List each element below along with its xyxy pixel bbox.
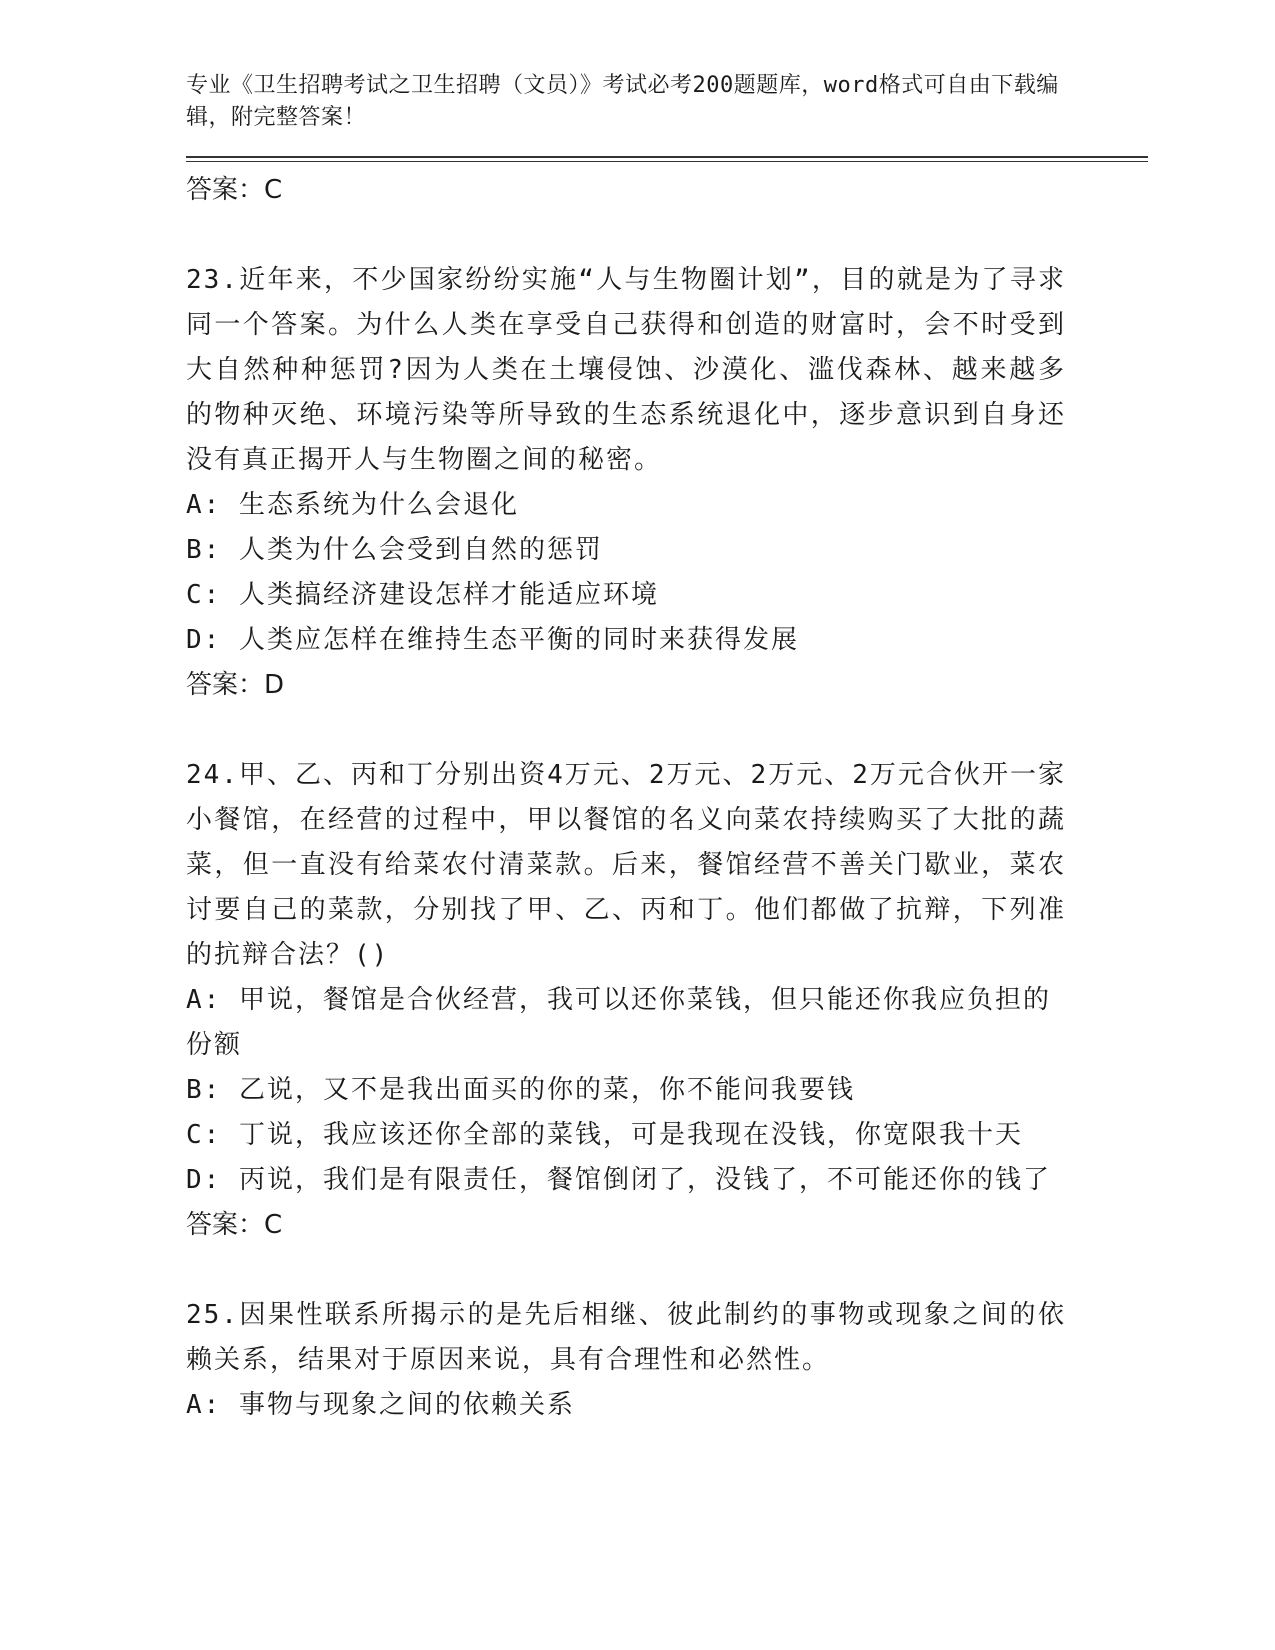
document-page (186, 70, 1156, 1428)
answer-label: 答案：C (186, 175, 283, 205)
option-c: C: 人类搞经济建设怎样才能适应环境 (186, 580, 659, 610)
option-d: D: 人类应怎样在维持生态平衡的同时来获得发展 (186, 625, 799, 655)
option-a: A: 事物与现象之间的依赖关系 (186, 1390, 575, 1420)
option-d: D: 丙说，我们是有限责任，餐馆倒闭了，没钱了，不可能还你的钱了 (186, 1165, 1051, 1195)
option-b: B: 人类为什么会受到自然的惩罚 (186, 535, 603, 565)
question-24 (186, 753, 1156, 1247)
page-header-text: 专业《卫生招聘考试之卫生招聘（文员）》考试必考200题题库，word格式可自由下载编辑，附完整答案！ (186, 73, 1059, 130)
option-a: A: 生态系统为什么会退化 (186, 490, 519, 520)
question-stem: 25.因果性联系所揭示的是先后相继、彼此制约的事物或现象之间的依赖关系，结果对于原因来说，具有合理性和必然性。 (186, 1300, 1066, 1375)
option-c: C: 丁说，我应该还你全部的菜钱，可是我现在没钱，你宽限我十天 (186, 1120, 1023, 1150)
option-b: B: 乙说，又不是我出面买的你的菜，你不能问我要钱 (186, 1075, 855, 1105)
question-25 (186, 1293, 1156, 1428)
question-23 (186, 258, 1156, 707)
question-stem: 23.近年来，不少国家纷纷实施“人与生物圈计划”，目的就是为了寻求同一个答案。为什么人类在享受自己获得和创造的财富时，会不时受到大自然种种惩罚?因为人类在土壤侵蚀、沙漠化、滥伐森林、越来越多的物种灭绝、环境污染等所导致的生态系统退化中，逐步意识到自身还没有真正揭开人与生物圈之间的秘密。 (186, 265, 1066, 475)
question-stem: 24.甲、乙、丙和丁分别出资4万元、2万元、2万元、2万元合伙开一家小餐馆，在经营的过程中，甲以餐馆的名义向菜农持续购买了大批的蔬菜，但一直没有给菜农付清菜款。后来，餐馆经营不善关门歇业，菜农讨要自己的菜款，分别找了甲、乙、丙和丁。他们都做了抗辩，下列准的抗辩合法？() (186, 760, 1066, 970)
answer-label: 答案：D (186, 670, 285, 700)
answer-label: 答案：C (186, 1210, 283, 1240)
option-a: A: 甲说，餐馆是合伙经营，我可以还你菜钱，但只能还你我应负担的份额 (186, 985, 1051, 1060)
header-divider (186, 156, 1148, 162)
